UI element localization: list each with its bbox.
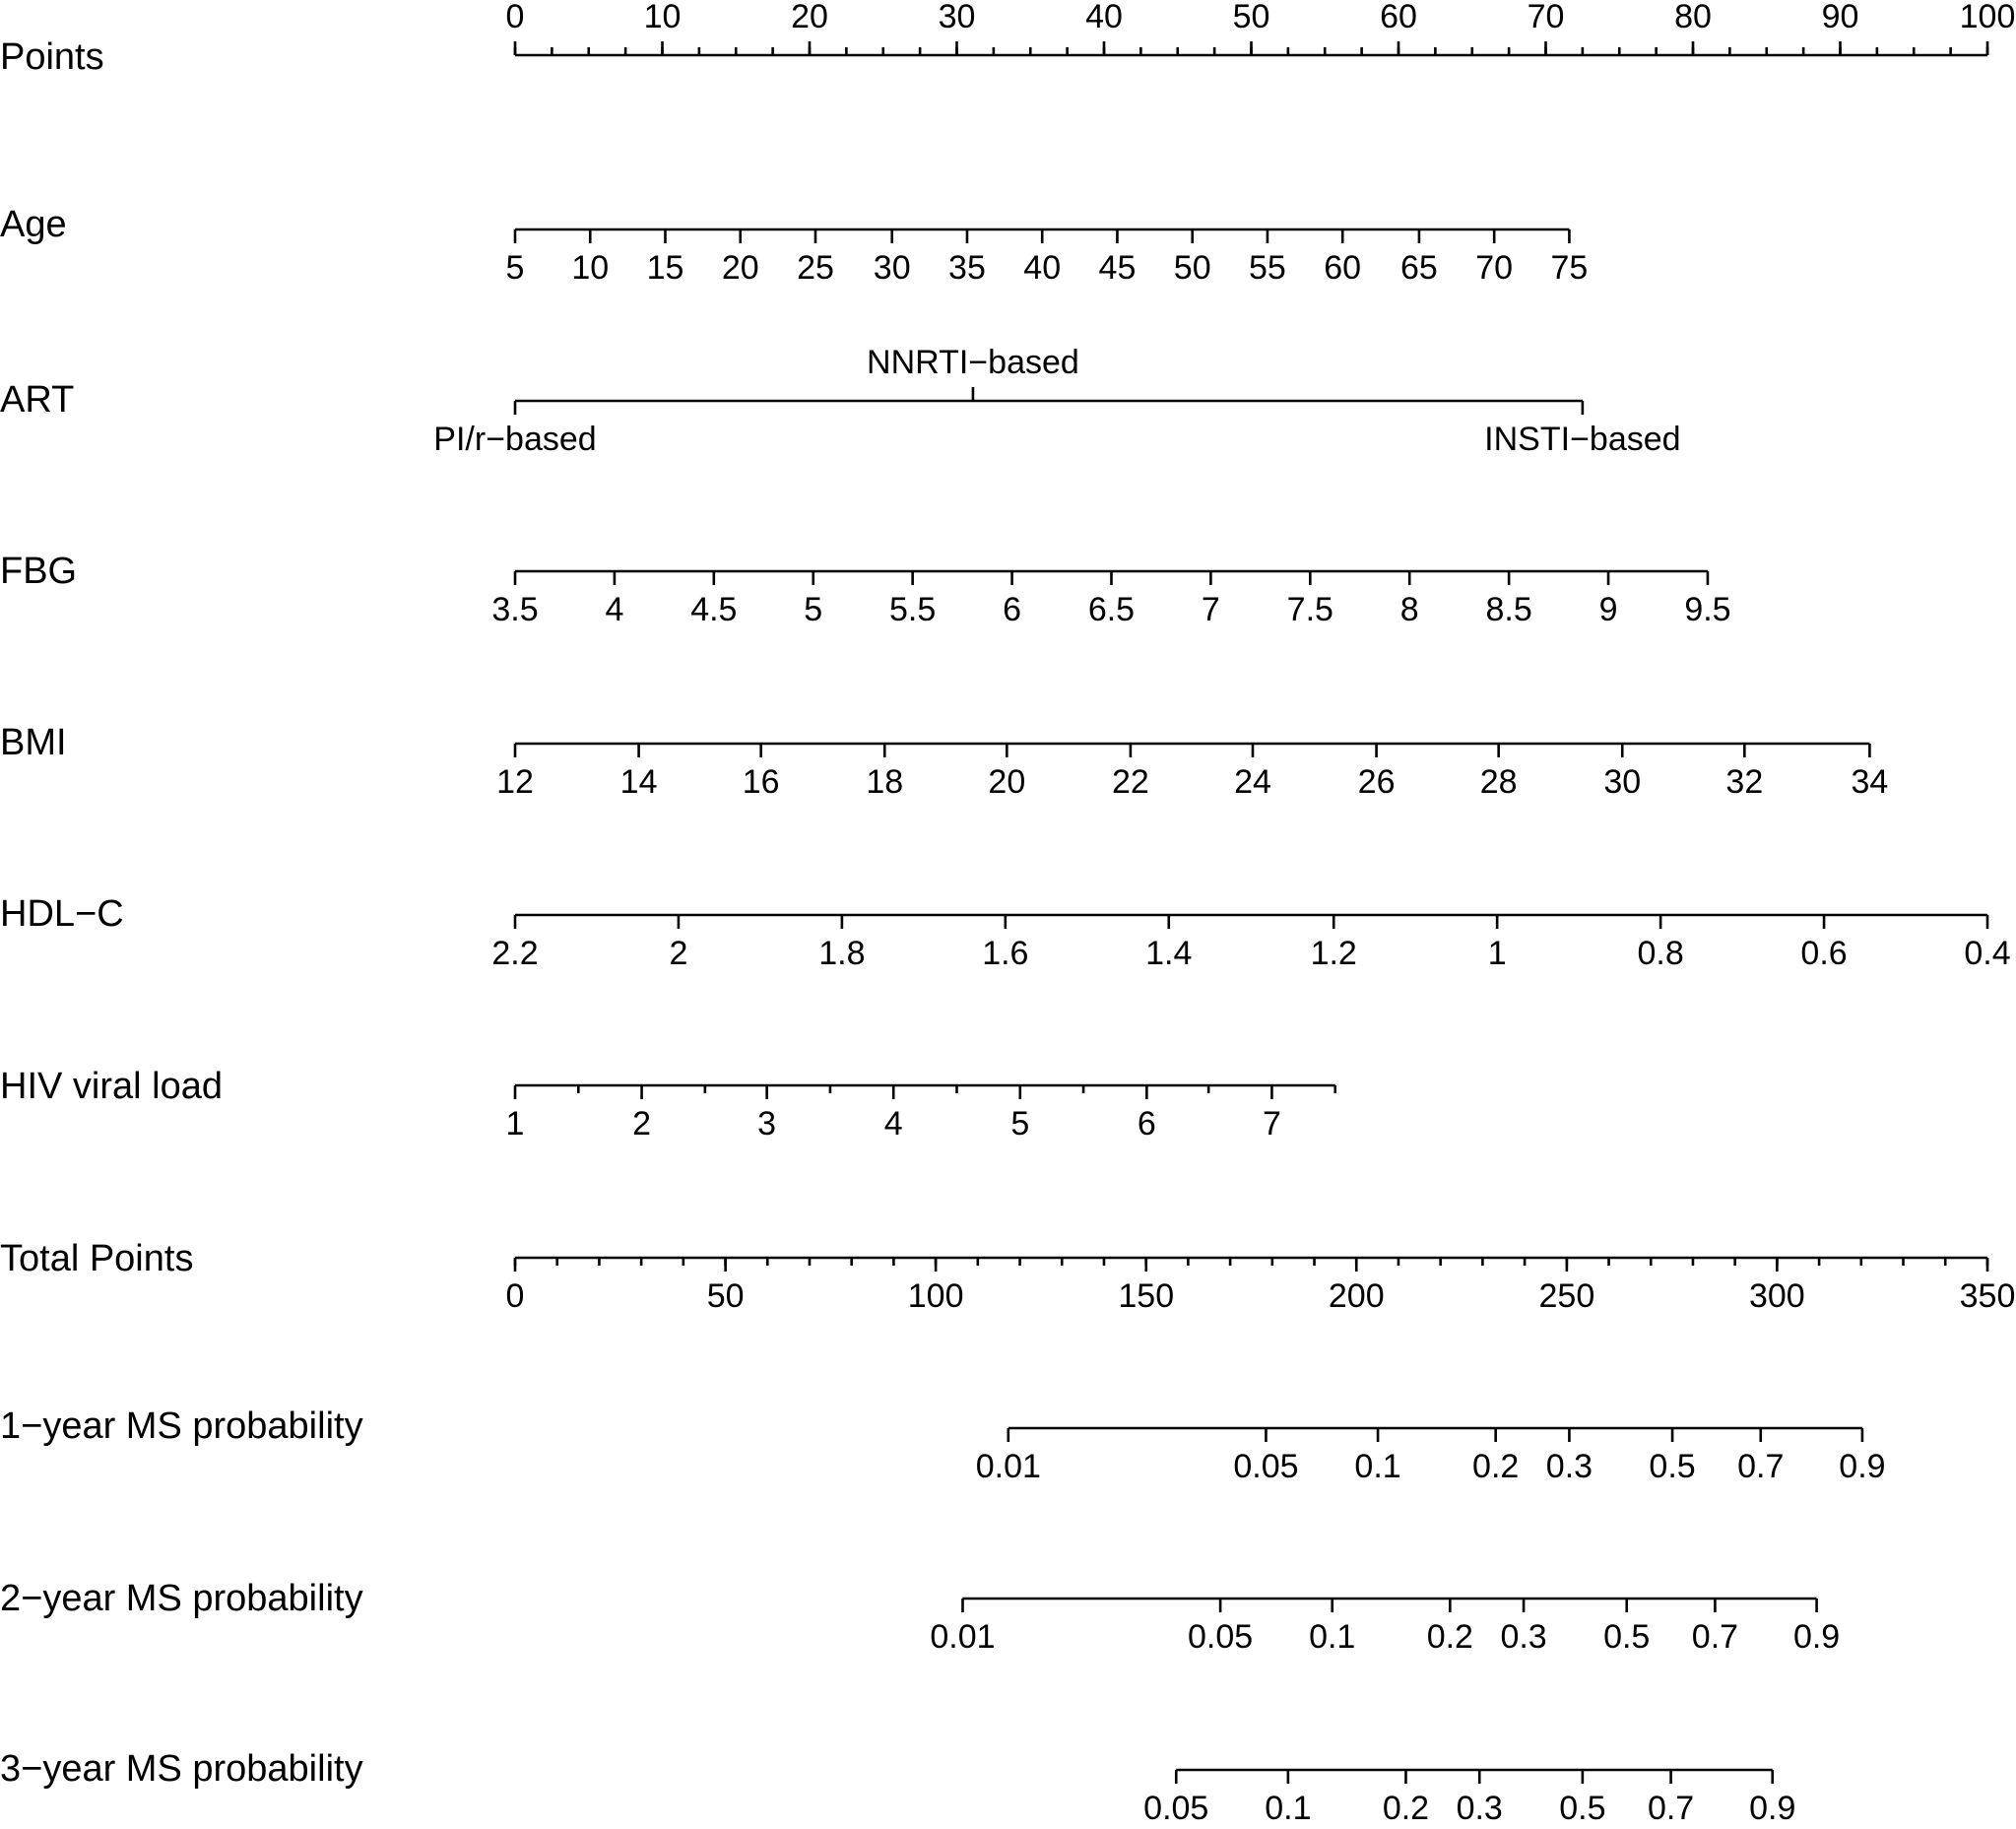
tick-label-bmi: 16 (742, 763, 780, 801)
tick-label-age: 45 (1098, 249, 1137, 287)
tick-label-bmi: 18 (866, 763, 904, 801)
tick-label-age: 40 (1023, 249, 1062, 287)
tick-label-age: 70 (1475, 249, 1514, 287)
tick-label-total-points: 150 (1118, 1277, 1175, 1315)
tick-label-total-points: 350 (1959, 1277, 2016, 1315)
tick-label-2-year-ms-probability: 0.3 (1500, 1618, 1547, 1656)
tick-label-age: 75 (1550, 249, 1589, 287)
tick-label-hdl-c: 0.8 (1637, 935, 1684, 972)
tick-label-age: 55 (1249, 249, 1286, 287)
tick-label-points: 80 (1674, 0, 1712, 35)
tick-label-points: 60 (1380, 0, 1417, 35)
tick-label-fbg: 3.5 (491, 591, 539, 628)
tick-label-fbg: 6.5 (1087, 591, 1136, 628)
tick-label-3-year-ms-probability: 0.7 (1647, 1790, 1695, 1827)
row-label-3-year-ms-probability: 3−year MS probability (0, 1748, 363, 1790)
row-label-art: ART (0, 379, 75, 421)
tick-label-2-year-ms-probability: 0.2 (1426, 1618, 1473, 1656)
tick-label-total-points: 300 (1748, 1277, 1805, 1315)
row-points (0, 0, 2015, 78)
tick-label-age: 5 (505, 249, 525, 287)
tick-label-bmi: 28 (1479, 763, 1518, 801)
tick-label-fbg: 8 (1399, 591, 1419, 628)
tick-label-age: 60 (1324, 249, 1362, 287)
tick-label-3-year-ms-probability: 0.3 (1456, 1790, 1503, 1827)
tick-label-bmi: 12 (496, 763, 534, 801)
tick-label-3-year-ms-probability: 0.5 (1559, 1790, 1606, 1827)
tick-label-total-points: 0 (505, 1277, 525, 1315)
tick-label-1-year-ms-probability: 0.5 (1649, 1448, 1696, 1485)
row-art (0, 344, 1681, 458)
tick-label-fbg: 5.5 (889, 591, 937, 628)
tick-label-points: 90 (1821, 0, 1859, 35)
tick-label-3-year-ms-probability: 0.1 (1265, 1790, 1312, 1827)
tick-label-points: 70 (1527, 0, 1565, 35)
tick-label-total-points: 200 (1328, 1277, 1385, 1315)
tick-label-hiv-viral-load: 4 (883, 1105, 903, 1143)
tick-label-fbg: 9.5 (1684, 591, 1731, 628)
tick-label-2-year-ms-probability: 0.1 (1309, 1618, 1356, 1656)
tick-label-total-points: 100 (907, 1277, 964, 1315)
row-label-1-year-ms-probability: 1−year MS probability (0, 1405, 363, 1447)
tick-label-fbg: 4 (605, 591, 624, 628)
tick-label-2-year-ms-probability: 0.01 (930, 1618, 996, 1656)
tick-label-age: 30 (873, 249, 911, 287)
tick-label-age: 65 (1400, 249, 1438, 287)
row-total-points (0, 1238, 2015, 1315)
tick-label-total-points: 50 (706, 1277, 745, 1315)
tick-label-bmi: 20 (988, 763, 1026, 801)
tick-label-hdl-c: 2.2 (491, 935, 539, 972)
tick-label-age: 15 (646, 249, 684, 287)
row-1-year-ms-probability (0, 1405, 1886, 1485)
tick-label-age: 20 (721, 249, 759, 287)
tick-label-1-year-ms-probability: 0.05 (1233, 1448, 1299, 1485)
row-label-points: Points (0, 36, 104, 78)
row-label-age: Age (0, 204, 67, 245)
tick-label-1-year-ms-probability: 0.1 (1354, 1448, 1401, 1485)
tick-label-1-year-ms-probability: 0.01 (975, 1448, 1041, 1485)
row-label-hiv-viral-load: HIV viral load (0, 1066, 223, 1107)
tick-label-1-year-ms-probability: 0.9 (1839, 1448, 1886, 1485)
tick-label-fbg: 8.5 (1485, 591, 1532, 628)
tick-label-bmi: 26 (1357, 763, 1396, 801)
tick-label-fbg: 4.5 (690, 591, 738, 628)
tick-label-fbg: 5 (804, 591, 823, 628)
tick-label-points: 10 (643, 0, 682, 35)
tick-label-3-year-ms-probability: 0.9 (1749, 1790, 1796, 1827)
tick-label-hiv-viral-load: 2 (632, 1105, 652, 1143)
tick-label-3-year-ms-probability: 0.05 (1143, 1790, 1209, 1827)
row-3-year-ms-probability (0, 1748, 1795, 1827)
row-label-hdl-c: HDL−C (0, 893, 124, 935)
tick-label-age: 50 (1173, 249, 1211, 287)
tick-label-hiv-viral-load: 3 (757, 1105, 777, 1143)
tick-label-hdl-c: 2 (669, 935, 688, 972)
tick-label-fbg: 7.5 (1286, 591, 1333, 628)
tick-label-age: 25 (797, 249, 834, 287)
tick-label-hdl-c: 1.6 (982, 935, 1029, 972)
row-bmi (0, 722, 1888, 801)
tick-label-points: 100 (1959, 0, 2016, 35)
tick-label-2-year-ms-probability: 0.9 (1792, 1618, 1841, 1656)
tick-label-total-points: 250 (1538, 1277, 1595, 1315)
tick-label-points: 0 (505, 0, 525, 35)
row-fbg (0, 551, 1731, 628)
tick-label-art: PI/r−based (433, 421, 597, 458)
tick-label-bmi: 30 (1603, 763, 1642, 801)
tick-label-age: 35 (948, 249, 986, 287)
tick-label-art: NNRTI−based (867, 344, 1079, 381)
tick-label-hdl-c: 1 (1487, 935, 1507, 972)
tick-label-2-year-ms-probability: 0.5 (1603, 1618, 1651, 1656)
tick-label-bmi: 24 (1234, 763, 1271, 801)
tick-label-hdl-c: 1.2 (1310, 935, 1357, 972)
row-label-2-year-ms-probability: 2−year MS probability (0, 1578, 363, 1619)
tick-label-3-year-ms-probability: 0.2 (1382, 1790, 1430, 1827)
tick-label-points: 40 (1085, 0, 1123, 35)
tick-label-fbg: 6 (1003, 591, 1022, 628)
tick-label-1-year-ms-probability: 0.7 (1737, 1448, 1785, 1485)
tick-label-points: 20 (791, 0, 828, 35)
tick-label-points: 30 (938, 0, 976, 35)
row-age (0, 204, 1588, 287)
tick-label-hiv-viral-load: 1 (505, 1105, 525, 1143)
row-label-fbg: FBG (0, 551, 78, 592)
tick-label-age: 10 (571, 249, 610, 287)
tick-label-2-year-ms-probability: 0.05 (1188, 1618, 1254, 1656)
tick-label-hiv-viral-load: 5 (1010, 1105, 1030, 1143)
tick-label-points: 50 (1232, 0, 1270, 35)
row-2-year-ms-probability (0, 1578, 1840, 1656)
row-hiv-viral-load (0, 1066, 1335, 1143)
tick-label-fbg: 9 (1598, 591, 1618, 628)
tick-label-art: INSTI−based (1484, 421, 1681, 458)
row-label-bmi: BMI (0, 722, 67, 763)
tick-label-hdl-c: 1.8 (818, 935, 866, 972)
tick-label-hdl-c: 0.4 (1964, 935, 2011, 972)
tick-label-1-year-ms-probability: 0.2 (1472, 1448, 1520, 1485)
tick-label-hdl-c: 1.4 (1145, 935, 1193, 972)
tick-label-1-year-ms-probability: 0.3 (1545, 1448, 1593, 1485)
row-hdl-c (0, 893, 2011, 972)
tick-label-hiv-viral-load: 7 (1262, 1105, 1281, 1143)
tick-label-fbg: 7 (1201, 591, 1220, 628)
row-label-total-points: Total Points (0, 1238, 194, 1279)
tick-label-bmi: 22 (1111, 763, 1149, 801)
tick-label-hiv-viral-load: 6 (1137, 1105, 1156, 1143)
tick-label-bmi: 14 (619, 763, 658, 801)
tick-label-bmi: 34 (1851, 763, 1889, 801)
tick-label-bmi: 32 (1725, 763, 1764, 801)
tick-label-hdl-c: 0.6 (1800, 935, 1848, 972)
tick-label-2-year-ms-probability: 0.7 (1691, 1618, 1739, 1656)
